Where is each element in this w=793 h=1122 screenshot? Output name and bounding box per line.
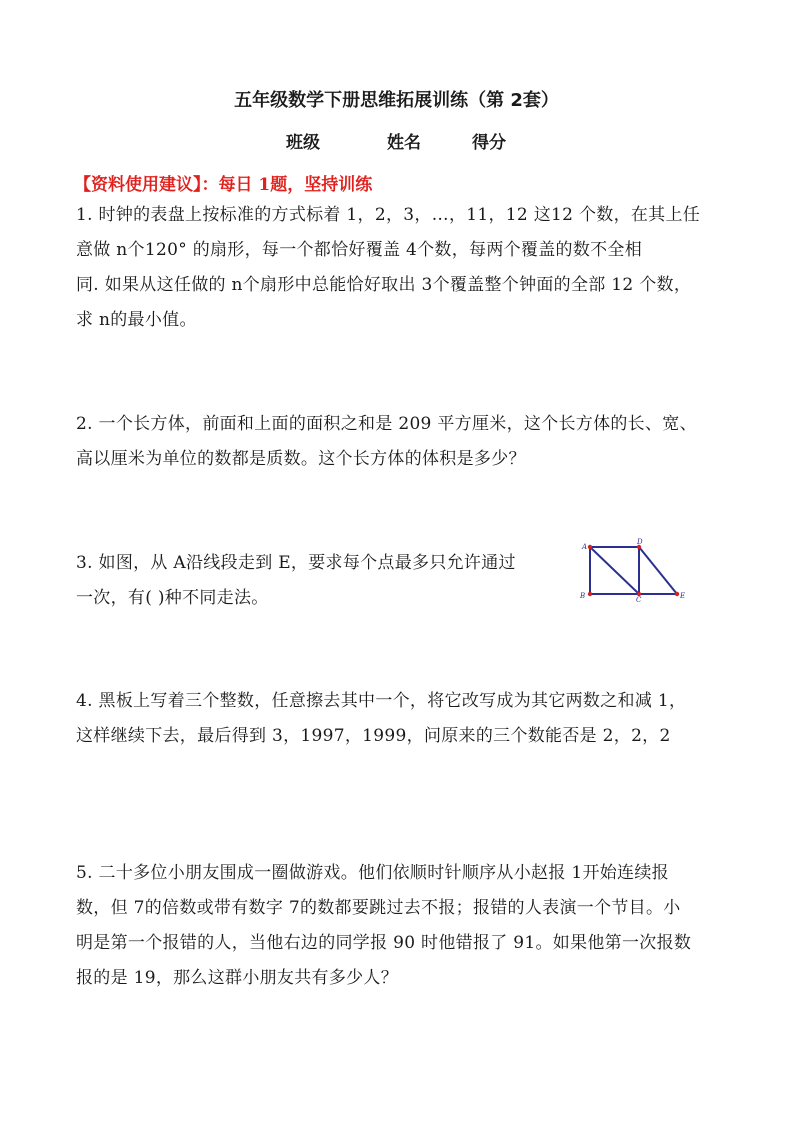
question-line: 意做 n个120° 的扇形，每一个都恰好覆盖 4个数，每两个覆盖的数不全相 [76,240,643,260]
question-line: 一次，有( )种不同走法。 [76,588,269,608]
segment-de [639,547,677,594]
point-b [588,592,592,596]
question-1 [76,198,726,338]
question-line: 这样继续下去，最后得到 3，1997，1999，问原来的三个数能否是 2，2，2 [76,726,671,746]
label-b: B [580,592,586,600]
question-2 [76,407,726,477]
question-line: 明是第一个报错的人，当他右边的同学报 90 时他错报了 91。如果他第一次报数 [76,933,692,953]
point-e [675,592,679,596]
segment-ac [590,547,639,594]
label-c: C [636,596,642,604]
question-5 [76,856,726,996]
usage-advice: 【资料使用建议】：每日 1题，坚持训练 [74,175,373,195]
page-title: 五年级数学下册思维拓展训练（第 2套） [234,90,559,111]
question-line: 2. 一个长方体，前面和上面的面积之和是 209 平方厘米，这个长方体的长、宽、 [76,414,697,434]
label-e: E [680,592,686,600]
question-line: 3. 如图，从 A沿线段走到 E，要求每个点最多只允许通过 [76,553,516,573]
path-figure [578,538,688,604]
question-line: 同. 如果从这任做的 n个扇形中总能恰好取出 3个覆盖整个钟面的全部 12 个数， [76,275,692,295]
point-a [588,545,592,549]
label-a: A [582,543,588,551]
name-label: 姓名 [387,133,421,153]
question-line: 数，但 7的倍数或带有数字 7的数都要跳过去不报；报错的人表演一个节目。小 [76,898,681,918]
question-3 [76,546,556,616]
label-d: D [637,538,643,546]
question-line: 1. 时钟的表盘上按标准的方式标着 1，2，3，…，11，12 这12 个数，在其上任 [76,205,701,225]
question-line: 求 n的最小值。 [76,310,197,330]
question-line: 高以厘米为单位的数都是质数。这个长方体的体积是多少？ [76,449,526,469]
question-line: 5. 二十多位小朋友围成一圈做游戏。他们依顺时针顺序从小赵报 1开始连续报 [76,863,669,883]
question-line: 报的是 19，那么这群小朋友共有多少人？ [76,968,399,988]
question-line: 4. 黑板上写着三个整数，任意擦去其中一个，将它改写成为其它两数之和减 1， [76,691,687,711]
class-label: 班级 [286,133,320,153]
score-label: 得分 [472,133,506,153]
question-4 [76,684,726,754]
